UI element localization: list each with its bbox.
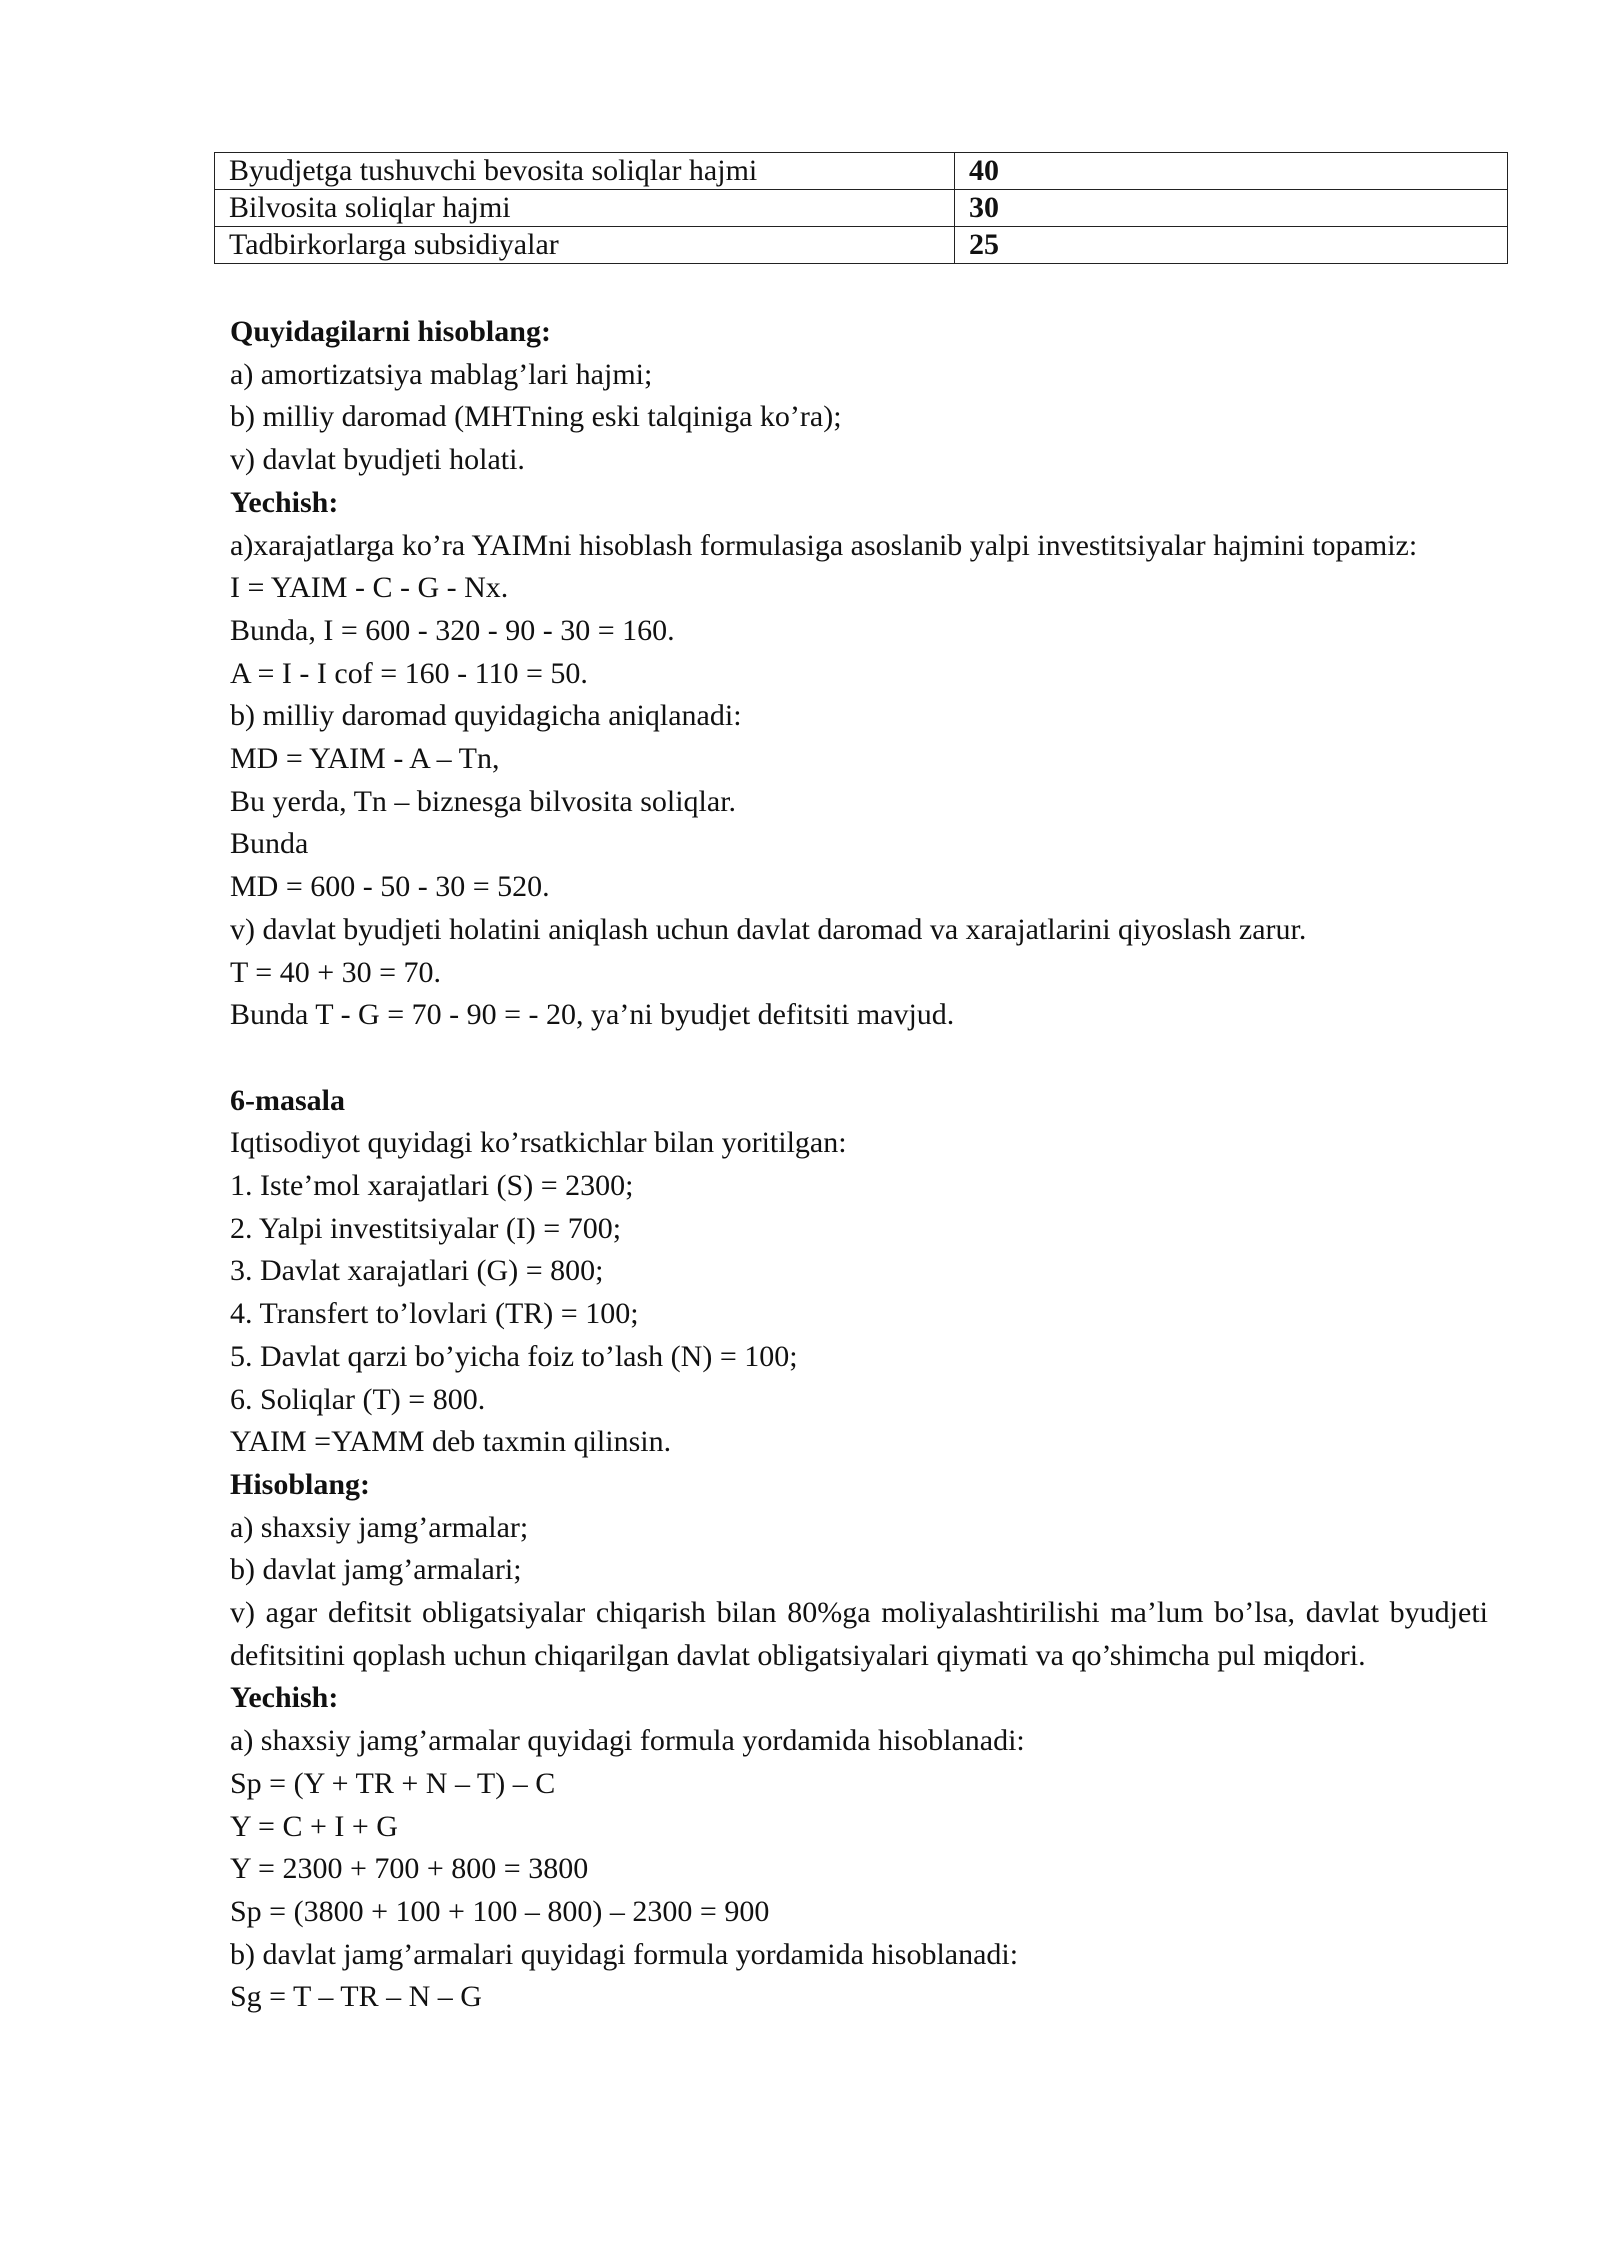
formula-line: MD = 600 - 50 - 30 = 520. xyxy=(230,870,550,904)
task-item: v) davlat byudjeti holati. xyxy=(230,443,525,477)
formula-line: Y = 2300 + 700 + 800 = 3800 xyxy=(230,1852,589,1886)
formula-line: Bunda T - G = 70 - 90 = - 20, ya’ni byudjet defitsiti mavjud. xyxy=(230,998,955,1032)
task-item: a) amortizatsiya mablag’lari hajmi; xyxy=(230,357,653,391)
task-item: b) davlat jamg’armalari; xyxy=(230,1553,522,1587)
task-item: a) shaxsiy jamg’armalar; xyxy=(230,1510,529,1544)
formula-line: Y = C + I + G xyxy=(230,1809,398,1843)
paragraph: b) milliy daromad quyidagicha aniqlanadi: xyxy=(230,699,742,733)
formula-line: MD = YAIM - A – Tn, xyxy=(230,742,500,776)
paragraph: Bunda xyxy=(230,827,309,861)
problem-heading: 6-masala xyxy=(230,1083,345,1117)
table-cell-label: Byudjetga tushuvchi bevosita soliqlar hajmi xyxy=(215,153,955,190)
list-item: 6. Soliqlar (T) = 800. xyxy=(230,1382,486,1416)
paragraph: b) davlat jamg’armalari quyidagi formula yordamida hisoblanadi: xyxy=(230,1937,1019,1971)
blank-line xyxy=(230,1037,1488,1080)
task-item: b) milliy daromad (MHTning eski talqiniga ko’ra); xyxy=(230,400,842,434)
paragraph: a)xarajatlarga ko’ra YAIMni hisoblash formulasiga asoslanib yalpi investitsiyalar hajmini topamiz: xyxy=(230,528,1418,562)
formula-line: I = YAIM - C - G - Nx. xyxy=(230,571,509,605)
formula-line: Sp = (3800 + 100 + 100 – 800) – 2300 = 900 xyxy=(230,1895,770,1928)
table-row xyxy=(215,153,1508,190)
paragraph: YAIM =YAMM deb taxmin qilinsin. xyxy=(230,1425,672,1459)
table-row xyxy=(215,227,1508,264)
formula-line: Sg = T – TR – N – G xyxy=(230,1980,482,2014)
section-heading: Hisoblang: xyxy=(230,1467,371,1501)
formula-line: Bunda, I = 600 - 320 - 90 - 30 = 160. xyxy=(230,613,675,647)
list-item: 1. Iste’mol xarajatlari (S) = 2300; xyxy=(230,1169,634,1203)
list-item: 4. Transfert to’lovlari (TR) = 100; xyxy=(230,1297,639,1331)
table-row xyxy=(215,190,1508,227)
table-cell-label: Tadbirkorlarga subsidiyalar xyxy=(215,227,955,264)
task-item: v) agar defitsit obligatsiyalar chiqarish bilan 80%ga moliyalashtirilishi ma’lum bo’lsa, davlat byudjeti defitsitini qoplash uchun chiqarilgan davlat obligatsiyalari qiymati va qo’shimcha pul miqdori. xyxy=(230,1596,1488,1672)
table-cell-value: 30 xyxy=(955,190,1508,227)
paragraph: v) davlat byudjeti holatini aniqlash uchun davlat daromad va xarajatlarini qiyoslash zarur. xyxy=(230,912,1307,946)
paragraph: Iqtisodiyot quyidagi ko’rsatkichlar bilan yoritilgan: xyxy=(230,1126,847,1160)
list-item: 5. Davlat qarzi bo’yicha foiz to’lash (N) = 100; xyxy=(230,1339,798,1373)
paragraph: Bu yerda, Tn – biznesga bilvosita soliqlar. xyxy=(230,784,737,818)
formula-line: A = I - I cof = 160 - 110 = 50. xyxy=(230,656,588,690)
list-item: 3. Davlat xarajatlari (G) = 800; xyxy=(230,1254,604,1288)
table-cell-value: 40 xyxy=(955,153,1508,190)
formula-line: T = 40 + 30 = 70. xyxy=(230,955,442,989)
section-heading: Quyidagilarni hisoblang: xyxy=(230,315,551,348)
table-cell-label: Bilvosita soliqlar hajmi xyxy=(215,190,955,227)
document-body xyxy=(230,311,1488,2019)
table-cell-value: 25 xyxy=(955,227,1508,264)
list-item: 2. Yalpi investitsiyalar (I) = 700; xyxy=(230,1211,622,1245)
formula-line: Sp = (Y + TR + N – T) – C xyxy=(230,1766,556,1800)
solution-heading: Yechish: xyxy=(230,485,339,519)
paragraph: a) shaxsiy jamg’armalar quyidagi formula yordamida hisoblanadi: xyxy=(230,1724,1025,1758)
solution-heading: Yechish: xyxy=(230,1681,339,1715)
data-table xyxy=(214,152,1508,264)
